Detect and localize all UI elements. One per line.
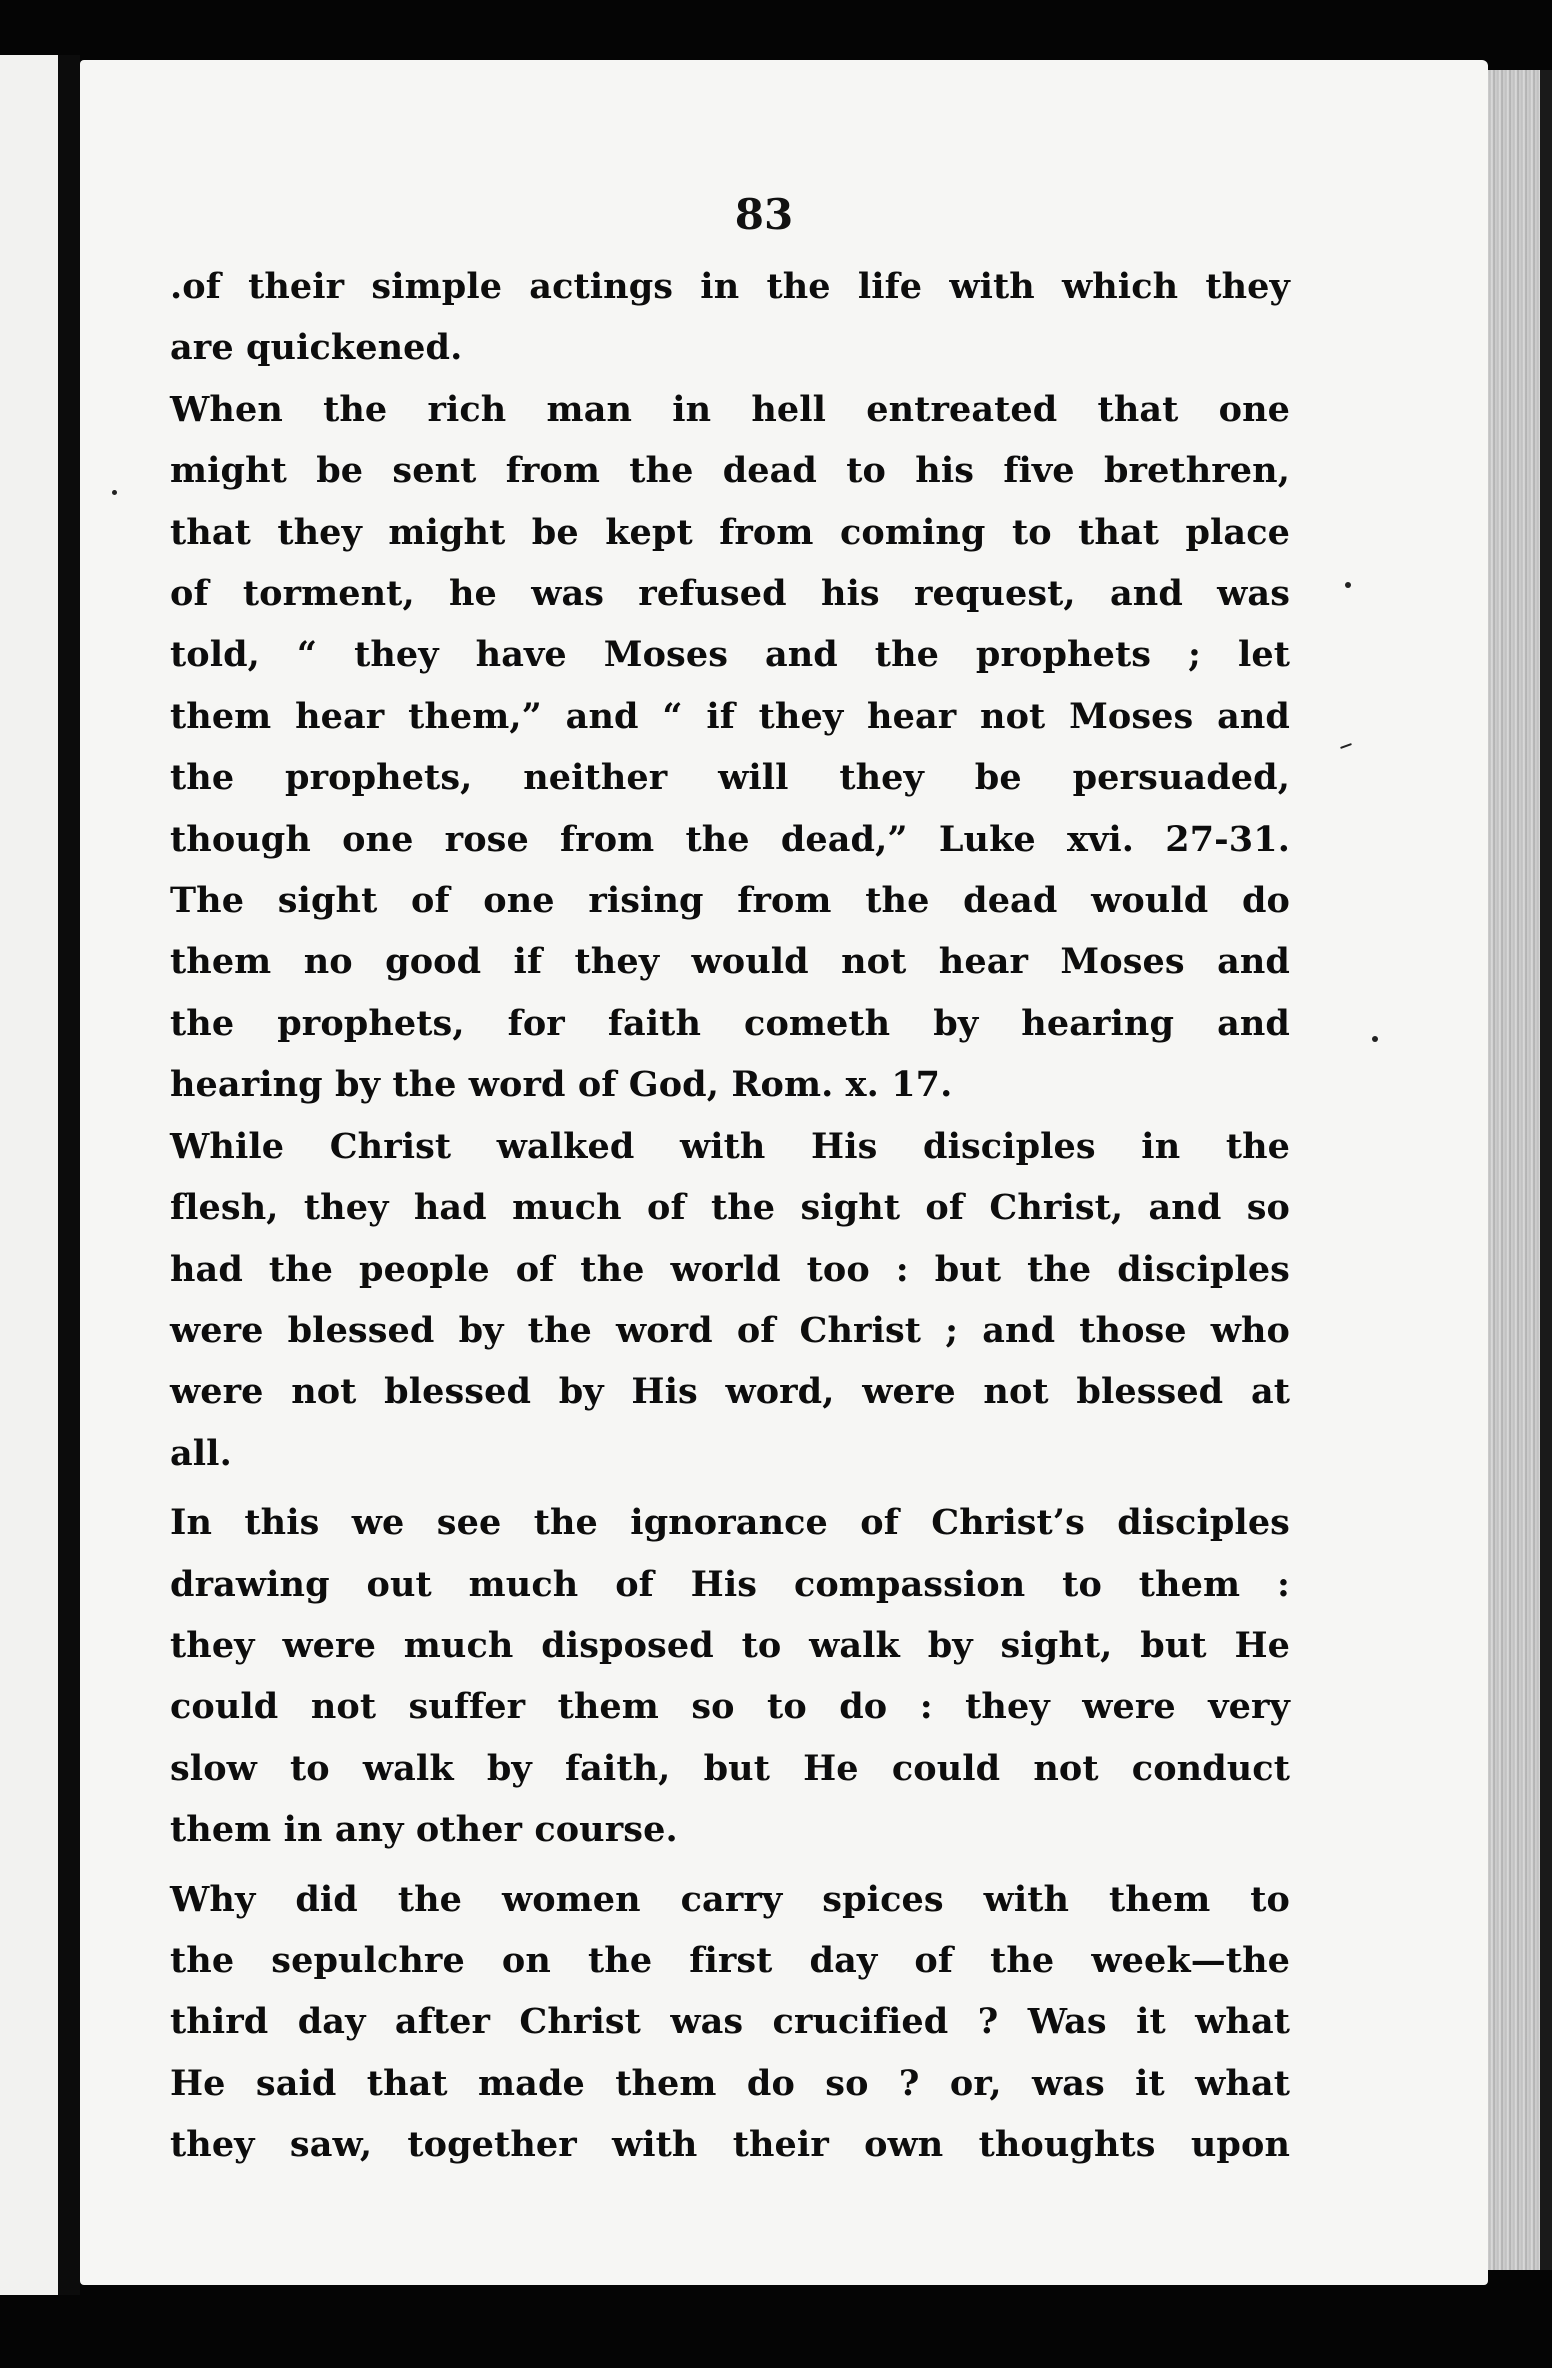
- paragraph-1: [170, 256, 1290, 379]
- ink-speck: [1345, 582, 1351, 588]
- text-line: were not blessed by His word, were not blessed at: [170, 1371, 1290, 1413]
- text-line: When the rich man in hell entreated that one: [170, 388, 1290, 430]
- text-line: .of their simple actings in the life with which they: [170, 266, 1290, 307]
- paragraph-5: [170, 1869, 1290, 2176]
- text-line: the sepulchre on the first day of the week—the: [170, 1939, 1290, 1981]
- ink-speck: [1372, 1036, 1378, 1042]
- text-line: they saw, together with their own thoughts upon: [170, 2124, 1290, 2166]
- text-line: of torment, he was refused his request, and was: [170, 573, 1290, 615]
- text-line: had the people of the world too : but the disciples: [170, 1248, 1290, 1290]
- facing-page-edge: [0, 55, 58, 2295]
- text-line: hearing by the word of God, Rom. x. 17.: [170, 1064, 953, 1106]
- text-line: told, “ they have Moses and the prophets ; let: [170, 634, 1290, 676]
- paragraph-4: [170, 1492, 1290, 1860]
- text-line: though one rose from the dead,” Luke xvi. 27-31.: [170, 818, 1290, 860]
- text-line: In this we see the ignorance of Christ’s disciples: [170, 1502, 1290, 1544]
- paragraph-2: [170, 379, 1290, 1116]
- fore-edge-shadow: [1540, 70, 1552, 2270]
- text-line: Why did the women carry spices with them to: [170, 1878, 1290, 1920]
- text-line: While Christ walked with His disciples in the: [170, 1125, 1290, 1167]
- text-line: them in any other course.: [170, 1809, 678, 1851]
- page-stack-fore-edge: [1488, 70, 1540, 2270]
- paragraph-3: [170, 1116, 1290, 1484]
- text-line: them no good if they would not hear Moses and: [170, 941, 1290, 983]
- text-line: are quickened.: [170, 327, 463, 369]
- text-line: all.: [170, 1432, 232, 1474]
- text-line: the prophets, for faith cometh by hearing and: [170, 1002, 1290, 1044]
- text-line: slow to walk by faith, but He could not conduct: [170, 1747, 1290, 1789]
- binding-gutter-shadow: [58, 55, 80, 2295]
- text-line: could not suffer them so to do : they were very: [170, 1686, 1290, 1728]
- text-line: them hear them,” and “ if they hear not Moses and: [170, 695, 1290, 737]
- text-line: drawing out much of His compassion to them :: [170, 1563, 1290, 1605]
- paragraph-gap: [170, 1861, 1290, 1869]
- text-line: might be sent from the dead to his five brethren,: [170, 450, 1290, 492]
- page-text: [170, 256, 1290, 2176]
- text-line: they were much disposed to walk by sight, but He: [170, 1624, 1290, 1666]
- text-line: third day after Christ was crucified ? Was it what: [170, 2001, 1290, 2043]
- text-line: the prophets, neither will they be persuaded,: [170, 757, 1290, 799]
- ink-speck: [112, 490, 117, 495]
- text-line: He said that made them do so ? or, was it what: [170, 2062, 1290, 2104]
- paragraph-gap: [170, 1484, 1290, 1492]
- text-line: that they might be kept from coming to that place: [170, 511, 1290, 553]
- text-line: were blessed by the word of Christ ; and those who: [170, 1309, 1290, 1351]
- page-number: 83: [734, 190, 794, 239]
- text-line: The sight of one rising from the dead would do: [170, 880, 1290, 922]
- text-line: flesh, they had much of the sight of Christ, and so: [170, 1187, 1290, 1229]
